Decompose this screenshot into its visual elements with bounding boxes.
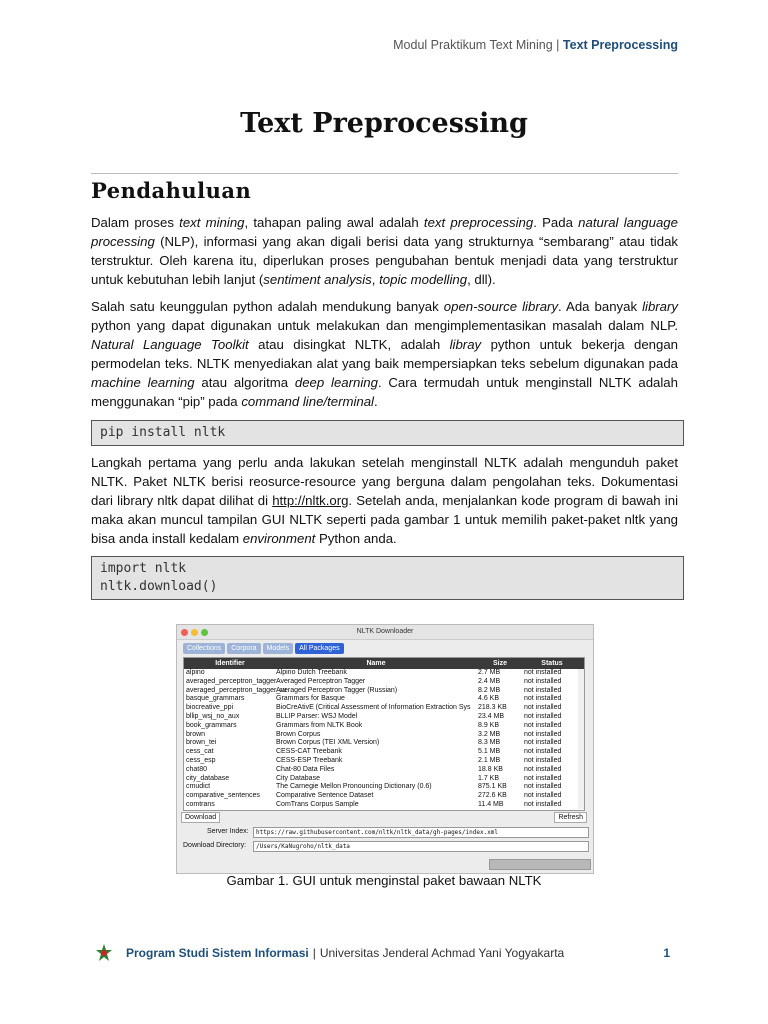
cell-name: Brown Corpus bbox=[276, 730, 321, 738]
footer-university: Universitas Jenderal Achmad Yani Yogyakarta bbox=[319, 946, 565, 960]
cell-size: 272.6 KB bbox=[478, 792, 507, 800]
cell-identifier: book_grammars bbox=[186, 721, 237, 729]
cell-identifier: averaged_perceptron_tagger bbox=[186, 677, 277, 685]
close-icon[interactable] bbox=[181, 629, 188, 636]
cell-identifier: bllip_wsj_no_aux bbox=[186, 712, 240, 720]
cell-identifier: alpino bbox=[186, 669, 205, 676]
column-name[interactable]: Name bbox=[366, 660, 386, 667]
cell-name: Grammars for Basque bbox=[276, 695, 345, 703]
table-scrollbar[interactable] bbox=[578, 669, 584, 809]
cell-status: not installed bbox=[524, 730, 562, 738]
cell-size: 4.6 KB bbox=[478, 695, 500, 703]
packages-table bbox=[183, 657, 585, 811]
server-index-input[interactable]: https://raw.githubusercontent.com/nltk/nltk_data/gh-pages/index.xml bbox=[253, 827, 589, 838]
cell-status: not installed bbox=[524, 774, 562, 782]
tab-corpora[interactable]: Corpora bbox=[227, 643, 260, 654]
maximize-icon[interactable] bbox=[201, 629, 208, 636]
download-directory-input[interactable]: /Users/KaNugroho/nltk_data bbox=[253, 841, 589, 852]
cell-name: Chat-80 Data Files bbox=[276, 765, 335, 773]
cell-status: not installed bbox=[524, 765, 562, 773]
cell-status: not installed bbox=[524, 739, 562, 747]
figure-caption: Gambar 1. GUI untuk menginstal paket bawaan NLTK bbox=[226, 873, 542, 888]
section-divider bbox=[91, 173, 678, 174]
window-titlebar bbox=[177, 625, 593, 640]
window-title: NLTK Downloader bbox=[356, 628, 414, 635]
cell-status: not installed bbox=[524, 792, 562, 800]
paragraph-download: Langkah pertama yang perlu anda lakukan setelah menginstall NLTK adalah mengunduh paket NLTK. Paket NLTK berisi reosurce-resource yang berguna dalam pengolahan teks. Dokumentasi dari library nltk dapat dilihat di http://nltk.org. Setelah anda, menjalankan kode program di bawah ini maka akan muncul tampilan GUI NLTK seperti pada gambar 1 untuk memilih paket-paket nltk yang bisa anda install kedalam environment Python anda. bbox=[91, 455, 678, 546]
cell-size: 2.7 MB bbox=[478, 669, 501, 676]
cell-size: 8.2 MB bbox=[478, 686, 501, 694]
table-row[interactable] bbox=[184, 713, 584, 722]
cell-status: not installed bbox=[524, 686, 562, 694]
cell-identifier: averaged_perceptron_tagger_ru bbox=[186, 686, 287, 694]
cell-size: 3.2 MB bbox=[478, 730, 501, 738]
table-header bbox=[184, 658, 584, 669]
table-row[interactable] bbox=[184, 704, 584, 713]
tab-models[interactable]: Models bbox=[263, 643, 294, 654]
cell-name: BioCreAtivE (Critical Assessment of Information Extraction Sys bbox=[276, 704, 471, 712]
table-row[interactable] bbox=[184, 748, 584, 757]
nltk-downloader-figure bbox=[176, 624, 594, 874]
page-footer bbox=[94, 943, 678, 963]
header-topic: Text Preprocessing bbox=[562, 38, 678, 52]
cell-identifier: cmudict bbox=[186, 783, 211, 791]
cell-identifier: comparative_sentences bbox=[186, 792, 260, 800]
cell-name: Averaged Perceptron Tagger (Russian) bbox=[276, 686, 398, 694]
university-logo-icon bbox=[94, 943, 114, 963]
cell-size: 11.4 MB bbox=[478, 800, 504, 808]
cell-identifier: comtrans bbox=[186, 800, 215, 808]
download-button[interactable]: Download bbox=[181, 812, 220, 823]
cell-status: not installed bbox=[524, 712, 562, 720]
cell-name: Comparative Sentence Dataset bbox=[276, 792, 374, 800]
cell-size: 218.3 KB bbox=[478, 704, 507, 712]
cell-name: CESS-ESP Treebank bbox=[276, 756, 343, 764]
cell-name: City Database bbox=[276, 774, 320, 782]
footer-separator: | bbox=[312, 946, 316, 960]
cell-identifier: chat80 bbox=[186, 765, 208, 773]
table-row[interactable] bbox=[184, 731, 584, 740]
cell-name: Grammars from NLTK Book bbox=[276, 721, 363, 729]
table-body bbox=[184, 669, 584, 810]
table-row[interactable] bbox=[184, 757, 584, 766]
nltk-link[interactable]: http://nltk.org bbox=[272, 493, 349, 508]
cell-size: 18.8 KB bbox=[478, 765, 503, 773]
refresh-button[interactable]: Refresh bbox=[554, 812, 587, 823]
cell-size: 8.3 MB bbox=[478, 739, 501, 747]
cell-status: not installed bbox=[524, 704, 562, 712]
paragraph-intro: Dalam proses text mining, tahapan paling awal adalah text preprocessing. Pada natural language processing (NLP), informasi yang akan digali berisi data yang strukturnya “sembarang” atau tidak terstruktur. Oleh karena itu, diperlukan proses pengubahan bentuk menjadi data yang terstruktur untuk kebutuhan lebih lanjut (sentiment analysis, topic modelling, dll). bbox=[91, 215, 678, 287]
section-heading: Pendahuluan bbox=[91, 178, 252, 203]
cell-name: The Carnegie Mellon Pronouncing Dictionary (0.6) bbox=[276, 783, 432, 791]
code-block-download bbox=[91, 556, 684, 600]
cell-status: not installed bbox=[524, 800, 562, 808]
download-progress-bar bbox=[489, 859, 591, 870]
cell-name: Averaged Perceptron Tagger bbox=[276, 677, 366, 685]
tab-bar bbox=[183, 643, 344, 654]
cell-name: Brown Corpus (TEI XML Version) bbox=[276, 739, 380, 747]
cell-size: 1.7 KB bbox=[478, 774, 500, 782]
header-separator: | bbox=[556, 38, 560, 52]
cell-identifier: cess_cat bbox=[186, 748, 214, 756]
paragraph-nltk: Salah satu keunggulan python adalah mendukung banyak open-source library. Ada banyak library python yang dapat digunakan untuk melakukan dan mengimplementasikan masalah dalam NLP. Natural Language Toolkit atau disingkat NLTK, adalah libray python untuk bekerja dengan permodelan teks. NLTK menyediakan alat yang baik mempersiapkan teks sebelum digunakan pada machine learning atau algoritma deep learning. Cara termudah untuk menginstall NLTK adalah menggunakan “pip” pada command line/terminal. bbox=[91, 299, 678, 409]
server-index-label: Server Index: bbox=[207, 828, 249, 835]
cell-name: BLLIP Parser: WSJ Model bbox=[276, 712, 358, 720]
cell-status: not installed bbox=[524, 756, 562, 764]
page-title: Text Preprocessing bbox=[240, 108, 528, 139]
cell-status: not installed bbox=[524, 783, 562, 791]
table-row[interactable] bbox=[184, 739, 584, 748]
footer-program: Program Studi Sistem Informasi bbox=[126, 946, 309, 960]
cell-name: Alpino Dutch Treebank bbox=[276, 669, 347, 676]
cell-status: not installed bbox=[524, 677, 562, 685]
cell-size: 2.1 MB bbox=[478, 756, 501, 764]
cell-size: 5.1 MB bbox=[478, 748, 501, 756]
code-line-download: nltk.download() bbox=[100, 579, 218, 594]
cell-size: 875.1 KB bbox=[478, 783, 507, 791]
tab-all-packages[interactable]: All Packages bbox=[295, 643, 343, 654]
page-number: 1 bbox=[663, 946, 670, 960]
cell-identifier: brown_tei bbox=[186, 739, 217, 747]
minimize-icon[interactable] bbox=[191, 629, 198, 636]
cell-identifier: brown bbox=[186, 730, 206, 738]
cell-status: not installed bbox=[524, 669, 562, 676]
cell-name: ComTrans Corpus Sample bbox=[276, 800, 359, 808]
header-module: Modul Praktikum Text Mining bbox=[393, 38, 553, 52]
column-identifier[interactable]: Identifier bbox=[215, 660, 245, 667]
table-row[interactable] bbox=[184, 801, 584, 810]
column-size[interactable]: Size bbox=[492, 660, 507, 667]
table-row[interactable] bbox=[184, 766, 584, 775]
cell-size: 23.4 MB bbox=[478, 712, 505, 720]
download-directory-label: Download Directory: bbox=[183, 842, 247, 849]
cell-status: not installed bbox=[524, 748, 562, 756]
table-row[interactable] bbox=[184, 687, 584, 696]
page-header bbox=[393, 38, 678, 52]
cell-identifier: city_database bbox=[186, 774, 230, 782]
tab-collections[interactable]: Collections bbox=[183, 643, 225, 654]
cell-status: not installed bbox=[524, 721, 562, 729]
table-row[interactable] bbox=[184, 669, 584, 678]
table-row[interactable] bbox=[184, 695, 584, 704]
cell-identifier: biocreative_ppi bbox=[186, 704, 234, 712]
table-row[interactable] bbox=[184, 722, 584, 731]
table-row[interactable] bbox=[184, 678, 584, 687]
table-row[interactable] bbox=[184, 792, 584, 801]
cell-size: 8.9 KB bbox=[478, 721, 500, 729]
cell-identifier: basque_grammars bbox=[186, 695, 245, 703]
cell-name: CESS-CAT Treebank bbox=[276, 748, 342, 756]
table-row[interactable] bbox=[184, 775, 584, 784]
code-line-import: import nltk bbox=[100, 561, 187, 576]
code-block-pip: pip install nltk bbox=[91, 420, 684, 446]
table-row[interactable] bbox=[184, 783, 584, 792]
cell-identifier: cess_esp bbox=[186, 756, 216, 764]
cell-status: not installed bbox=[524, 695, 562, 703]
cell-size: 2.4 MB bbox=[478, 677, 501, 685]
column-status[interactable]: Status bbox=[541, 660, 563, 667]
